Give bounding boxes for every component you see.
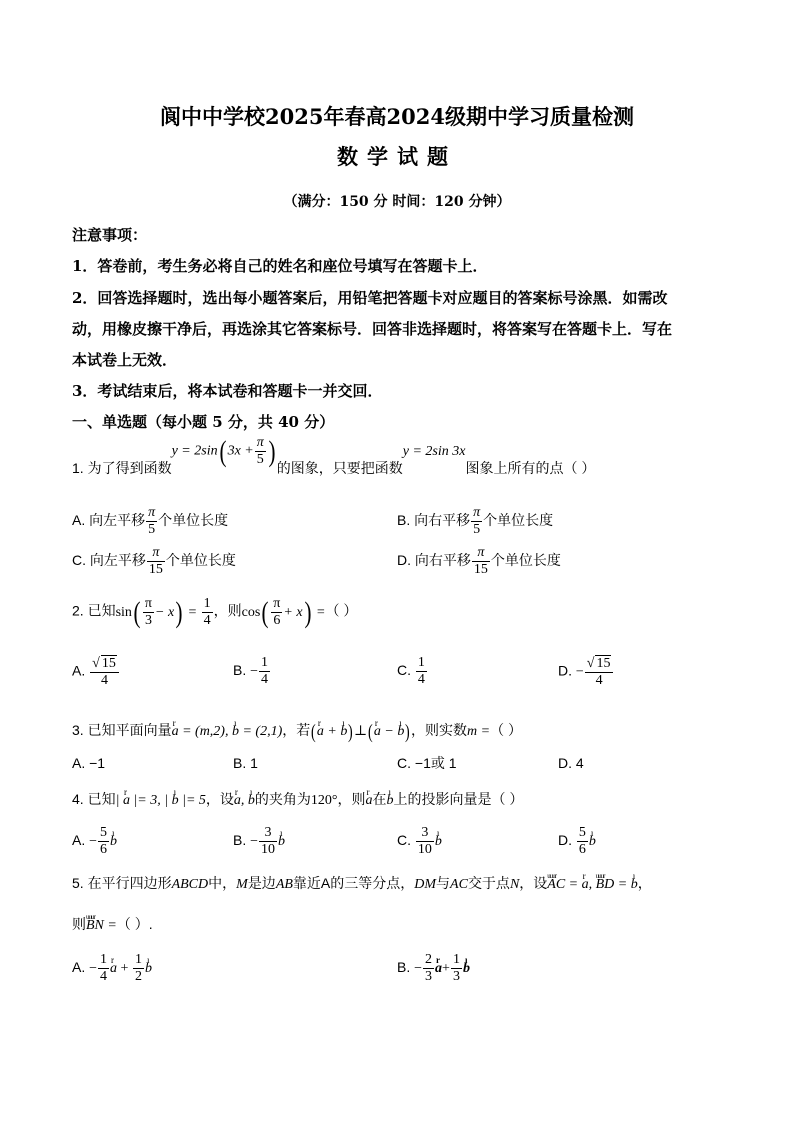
q1-suffix: 图象上所有的点（ ） — [465, 460, 596, 476]
question-1 — [72, 434, 596, 477]
q1-option-d[interactable]: D. 向右平移 $\frac{\pi}{15}$ 个单位长度 — [397, 545, 561, 577]
q5-option-b[interactable]: B. − $\frac{2}{3}$ r a+ $\frac{1}{3}$ ı b — [397, 952, 470, 985]
q5-option-a[interactable]: A. − $\frac{1}{4}$ r a + $\frac{1}{2}$ ı b — [72, 952, 152, 985]
q2-option-b[interactable]: B. − $\frac{1}{4}$ — [233, 655, 269, 687]
exam-info: （满分：150 分 时间：120 分钟） — [283, 194, 511, 210]
question-3: 3. 已知平面向量r a = (m,2), ı b = (2,1)，若(r a + ı b)⊥(r a − ı b)，则实数m =（ ） — [72, 717, 522, 747]
note-item-1: 1．答卷前，考生务必将自己的姓名和座位号填写在答题卡上． — [72, 257, 488, 275]
question-4: 4. 已知| r a |= 3, | ı b |= 5，设r a, ı b的夹角为120°，则r a在ı b上的投影向量是（ ） — [72, 790, 523, 810]
subject-title: 数学试题 — [337, 144, 457, 169]
q1-source-function: y = 2sin 3x — [402, 444, 466, 459]
q3-option-a[interactable]: A. −1 — [72, 755, 106, 771]
note-item-2-line-2: 动，用橡皮擦干净后，再选涂其它答案标号．回答非选择题时，将答案写在答题卡上．写在 — [72, 320, 673, 338]
question-2: 2. 已知sin( $\frac{\pi}{3}$ − x) = $\frac{1}{4}$ ，则cos( $\frac{\pi}{6}$ + x) =（ ） — [72, 595, 358, 629]
q2-given: sin( $\frac{\pi}{3}$ − x) = $\frac{1}{4}$ — [115, 595, 211, 629]
q2-target: cos( $\frac{\pi}{6}$ + x) = — [241, 595, 326, 629]
notes-heading: 注意事项： — [72, 226, 148, 244]
q3-option-c[interactable]: C. −1或 1 — [397, 755, 457, 771]
q4-option-c[interactable]: C. $\frac{3}{10}$ ı b — [397, 825, 442, 858]
q1-option-b[interactable]: B. 向右平移 $\frac{\pi}{5}$ 个单位长度 — [397, 505, 554, 537]
q1-target-function: y = 2sin( 3x + $\frac{\pi}{5}$ ) — [171, 434, 276, 468]
q3-option-d[interactable]: D. 4 — [558, 755, 584, 771]
q2-option-c[interactable]: C. $\frac{1}{4}$ — [397, 655, 425, 687]
q3-vectors: r a = (m,2), ı b = (2,1) — [172, 724, 283, 739]
note-item-2-line-3: 本试卷上无效． — [72, 351, 178, 369]
q1-option-c[interactable]: C. 向左平移 $\frac{\pi}{15}$ 个单位长度 — [72, 545, 236, 577]
q2-option-d[interactable]: D. − $\frac{√ 15}{4}$ — [558, 655, 614, 689]
q4-option-a[interactable]: A. − $\frac{5}{6}$ ı b — [72, 825, 117, 858]
note-item-3: 3．考试结束后，将本试卷和答题卡一并交回． — [72, 382, 383, 400]
q2-option-a[interactable]: A. $\frac{√ 15}{4}$ — [72, 655, 120, 689]
q5-vector-definitions: uuur AC = r a, uuur BD = ı b — [547, 877, 637, 892]
question-5-line-2: 则uuur BN =（ ）. — [72, 915, 153, 935]
question-5: 5. 在平行四边形ABCD中，M是边AB靠近A的三等分点，DM与AC交于点N，设uuur AC = r a, uuur BD = ı b， — [72, 874, 652, 894]
q1-mid: 的图象，只要把函数 — [276, 460, 403, 476]
q4-magnitudes: | r a |= 3, | ı b |= 5 — [116, 793, 206, 808]
q4-option-b[interactable]: B. − $\frac{3}{10}$ ı b — [233, 825, 285, 858]
q3-option-b[interactable]: B. 1 — [233, 755, 258, 771]
page-title: 阆中中学校2025年春高2024级期中学习质量检测 — [160, 104, 634, 129]
q1-option-a[interactable]: A. 向左平移 $\frac{\pi}{5}$ 个单位长度 — [72, 505, 229, 537]
section-heading: 一、单选题（每小题 5 分，共 40 分） — [72, 413, 335, 431]
q3-condition: (r a + ı b)⊥(r a − ı b) — [310, 724, 411, 739]
q1-prefix: 1. 为了得到函数 — [72, 460, 172, 476]
note-item-2-line-1: 2．回答选择题时，选出每小题答案后，用铅笔把答题卡对应题目的答案标号涂黑．如需改 — [72, 289, 668, 307]
q4-option-d[interactable]: D. $\frac{5}{6}$ ı b — [558, 825, 596, 858]
